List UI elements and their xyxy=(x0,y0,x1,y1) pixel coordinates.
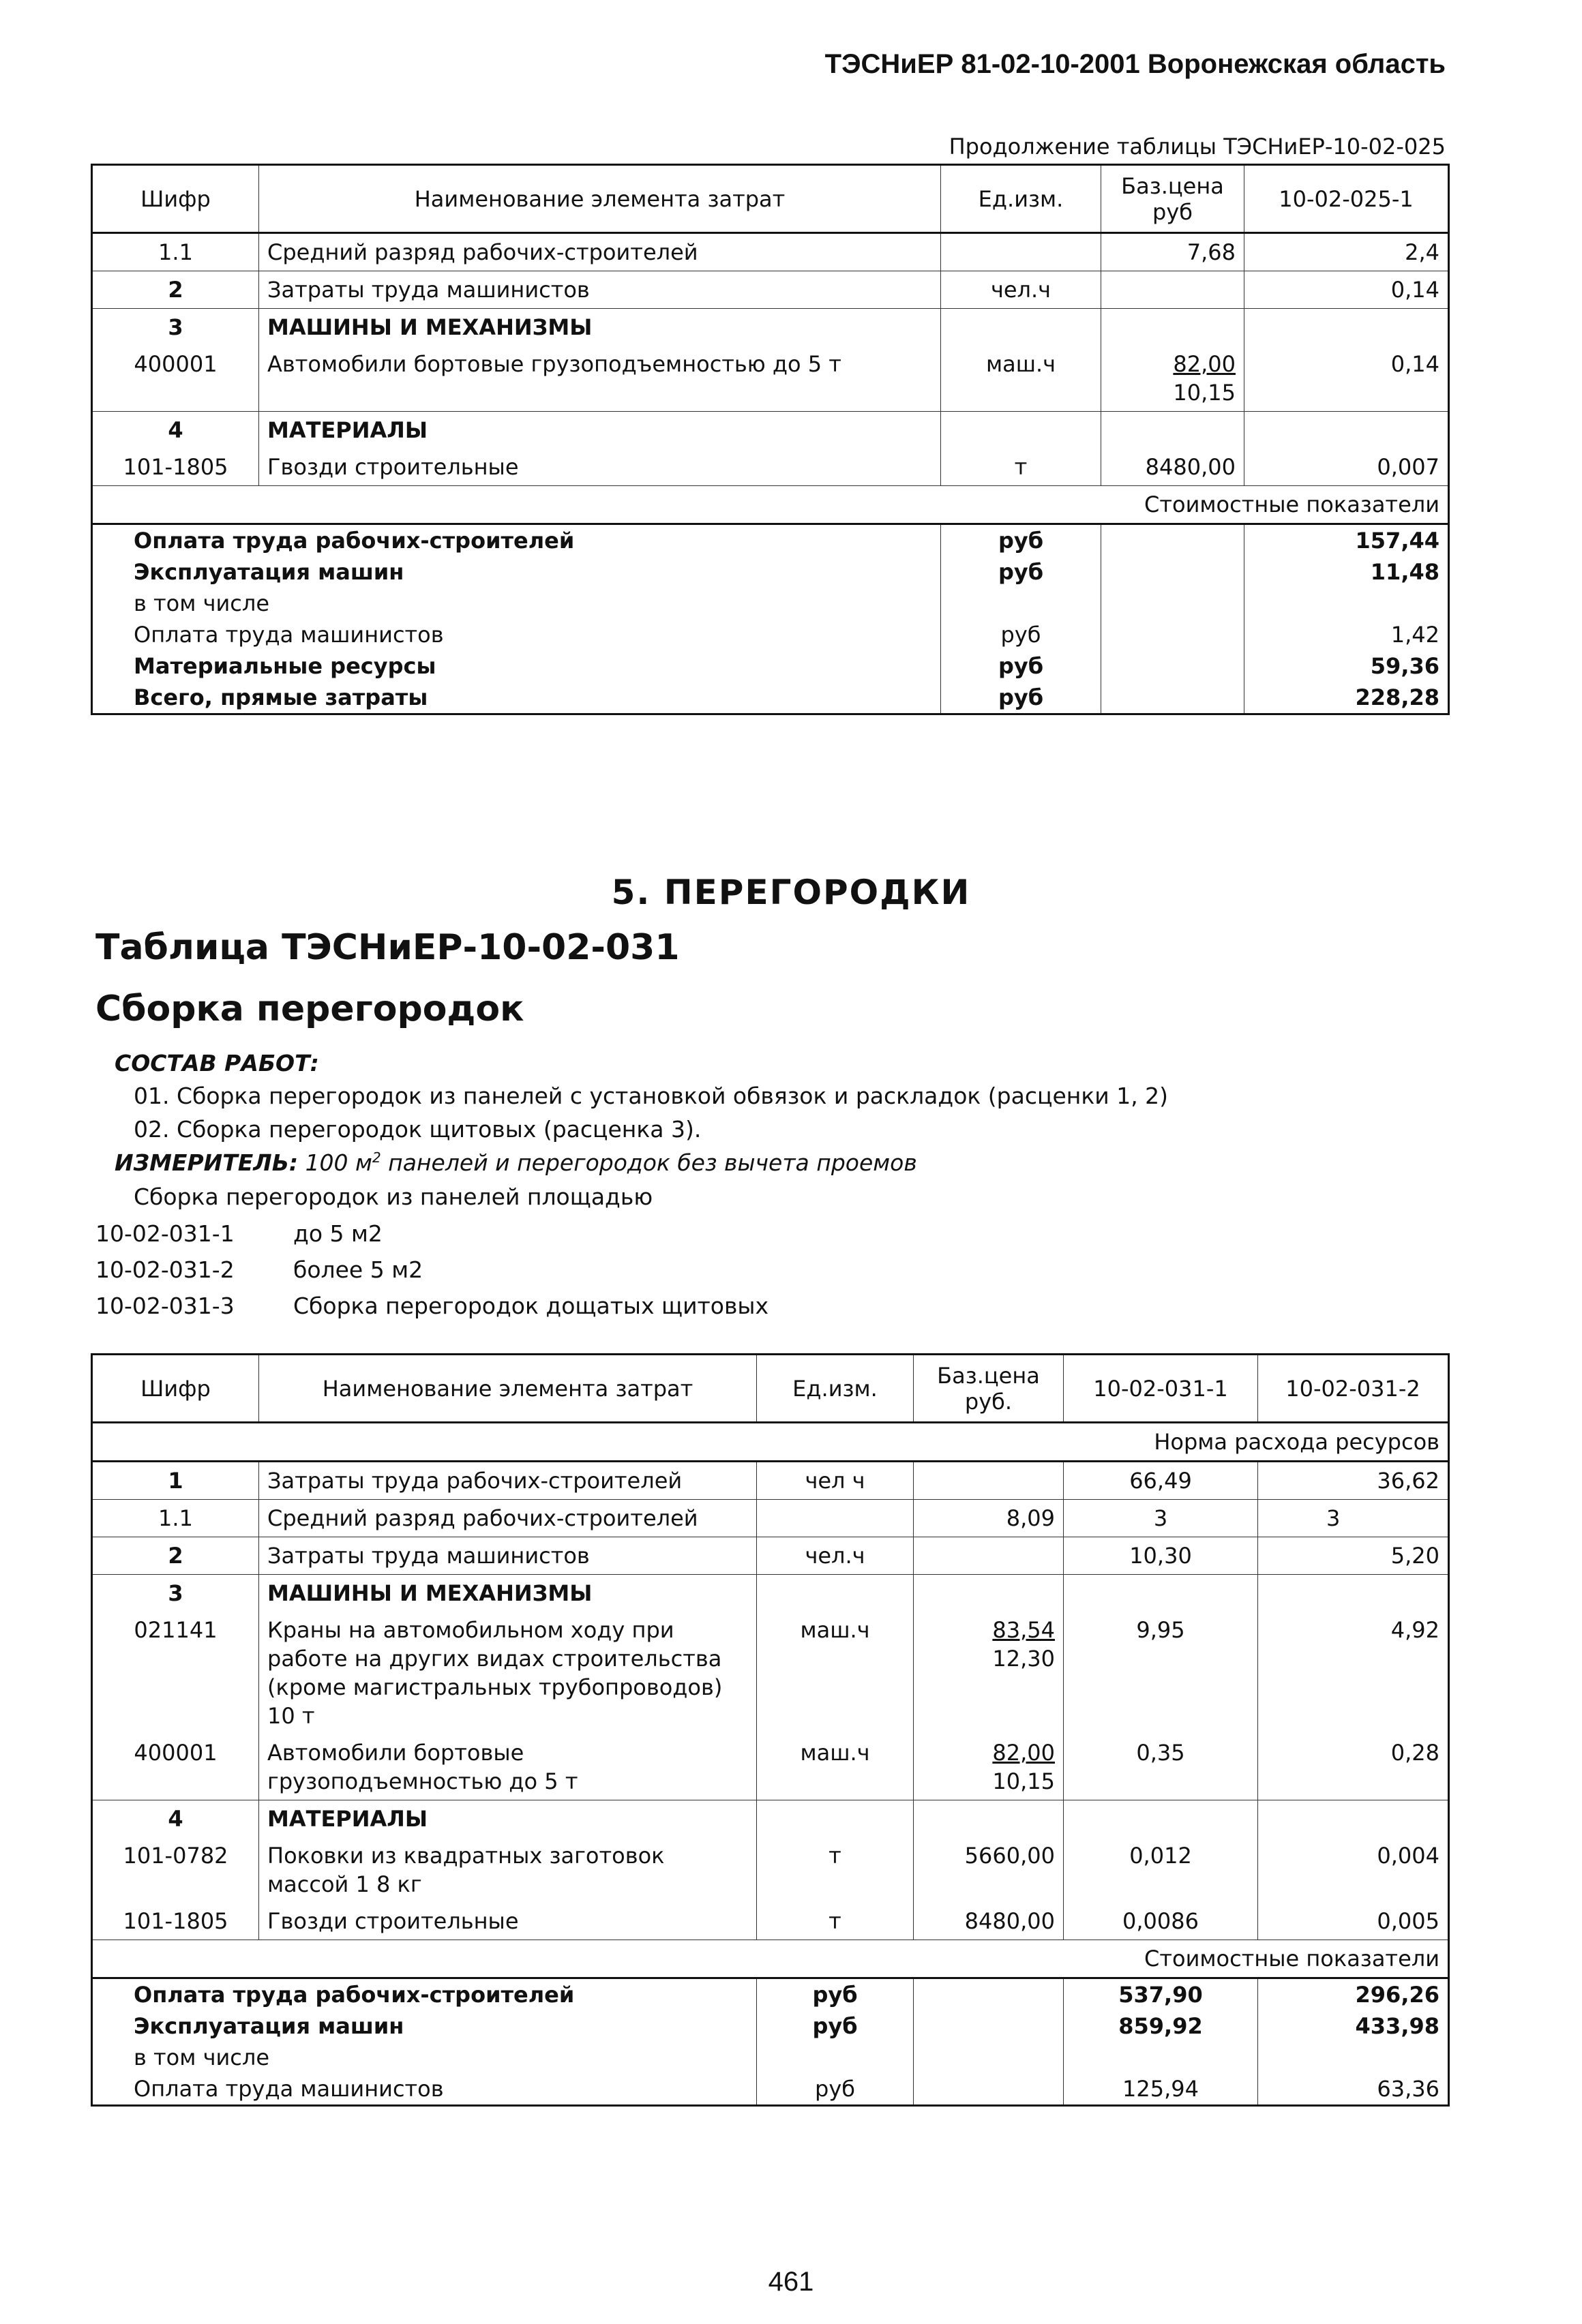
summary-row: Материальные ресурсы руб 59,36 xyxy=(92,650,1449,682)
measure-line: ИЗМЕРИТЕЛЬ: 100 $м^2$ панелей и перегородок без вычета проемов xyxy=(115,1149,917,1176)
table-title: Таблица ТЭСНиЕР-10-02-031 xyxy=(95,927,680,968)
code-line: 10-02-031-2 более 5 м2 xyxy=(95,1256,423,1283)
summary-row: Оплата труда рабочих-строителей руб 157,44 xyxy=(92,524,1449,557)
table-row: 400001 Автомобили бортовые грузоподъемностью до 5 т маш.ч 82,00 10,15 0,14 xyxy=(92,346,1449,412)
header-price: Баз.цена руб. xyxy=(914,1355,1064,1423)
table-row: 1.1 Средний разряд рабочих-строителей 8,09 3 3 xyxy=(92,1500,1449,1537)
header-name: Наименование элемента затрат xyxy=(259,165,941,233)
header-price: Баз.цена руб xyxy=(1101,165,1244,233)
work-item: 02. Сборка перегородок щитовых (расценка 3). xyxy=(134,1116,702,1143)
header-unit: Ед.изм. xyxy=(941,165,1101,233)
work-item: 01. Сборка перегородок из панелей с установкой обвязок и раскладок (расценки 1, 2) xyxy=(134,1083,1169,1109)
table-row: 1.1 Средний разряд рабочих-строителей 7,68 2,4 xyxy=(92,233,1449,271)
code-line: 10-02-031-3 Сборка перегородок дощатых щитовых xyxy=(95,1293,768,1319)
norm-label: Норма расхода ресурсов xyxy=(1154,1429,1439,1455)
running-header: ТЭСНиЕР 81-02-10-2001 Воронежская область xyxy=(824,49,1446,79)
table-row: 021141 Краны на автомобильном ходу при работе на других видах строительства (кроме магистральных трубопроводов) 10 т маш.ч 83,54 12,30 9,95 4,92 xyxy=(92,1612,1449,1734)
table-row: 101-1805 Гвозди строительные т 8480,00 0,007 xyxy=(92,449,1449,486)
continuation-note: Продолжение таблицы ТЭСНиЕР-10-02-025 xyxy=(949,134,1446,160)
table-row: 4 МАТЕРИАЛЫ xyxy=(92,412,1449,449)
table-10-02-031 xyxy=(91,1353,1450,2107)
table-row: 400001 Автомобили бортовые грузоподъемностью до 5 т маш.ч 82,00 10,15 0,35 0,28 xyxy=(92,1734,1449,1800)
header-code: Шифр xyxy=(140,185,211,212)
table-row: 3 МАШИНЫ И МЕХАНИЗМЫ xyxy=(92,309,1449,346)
cost-indicators-row xyxy=(92,486,1449,524)
summary-row: Оплата труда машинистов руб 125,94 63,36 xyxy=(92,2073,1449,2106)
summary-row: Оплата труда рабочих-строителей руб 537,90 296,26 xyxy=(92,1978,1449,2011)
table-row: 2 Затраты труда машинистов чел.ч 0,14 xyxy=(92,271,1449,309)
composition-label: СОСТАВ РАБОТ: xyxy=(115,1050,319,1076)
table-row: 101-0782 Поковки из квадратных заготовок массой 1 8 кг т 5660,00 0,012 0,004 xyxy=(92,1837,1449,1903)
table-row: 3 МАШИНЫ И МЕХАНИЗМЫ xyxy=(92,1575,1449,1612)
table-10-02-025 xyxy=(91,164,1450,715)
summary-row: Эксплуатация машин руб 11,48 xyxy=(92,556,1449,588)
code-line: 10-02-031-1 до 5 м2 xyxy=(95,1220,383,1247)
table-row: 4 МАТЕРИАЛЫ xyxy=(92,1800,1449,1838)
summary-row: Всего, прямые затраты руб 228,28 xyxy=(92,682,1449,714)
table-row: 1 Затраты труда рабочих-строителей чел ч 66,49 36,62 xyxy=(92,1462,1449,1500)
section-title: 5. ПЕРЕГОРОДКИ xyxy=(611,873,971,912)
sub-note: Сборка перегородок из панелей площадью xyxy=(134,1183,653,1210)
header-code: Шифр xyxy=(140,1375,211,1402)
cost-indicators-label: Стоимостные показатели xyxy=(1144,1946,1439,1972)
header-norm-1: 10-02-031-1 xyxy=(1064,1355,1258,1423)
table-subtitle: Сборка перегородок xyxy=(95,989,524,1029)
summary-row: Оплата труда машинистов руб 1,42 xyxy=(92,619,1449,650)
table-row: 101-1805 Гвозди строительные т 8480,00 0,0086 0,005 xyxy=(92,1903,1449,1940)
norm-label-row xyxy=(92,1423,1449,1462)
header-norm-2: 10-02-031-2 xyxy=(1258,1355,1449,1423)
summary-row: Эксплуатация машин руб 859,92 433,98 xyxy=(92,2010,1449,2042)
header-norm: 10-02-025-1 xyxy=(1244,165,1449,233)
cost-indicators-label: Стоимостные показатели xyxy=(1144,492,1439,517)
header-name: Наименование элемента затрат xyxy=(259,1355,757,1423)
header-unit: Ед.изм. xyxy=(757,1355,914,1423)
summary-row: в том числе xyxy=(92,588,1449,619)
measure-label: ИЗМЕРИТЕЛЬ: xyxy=(115,1149,299,1176)
summary-row: в том числе xyxy=(92,2042,1449,2073)
table-row: 2 Затраты труда машинистов чел.ч 10,30 5,20 xyxy=(92,1537,1449,1575)
page-number: 461 xyxy=(768,2267,814,2297)
cost-indicators-row xyxy=(92,1940,1449,1978)
